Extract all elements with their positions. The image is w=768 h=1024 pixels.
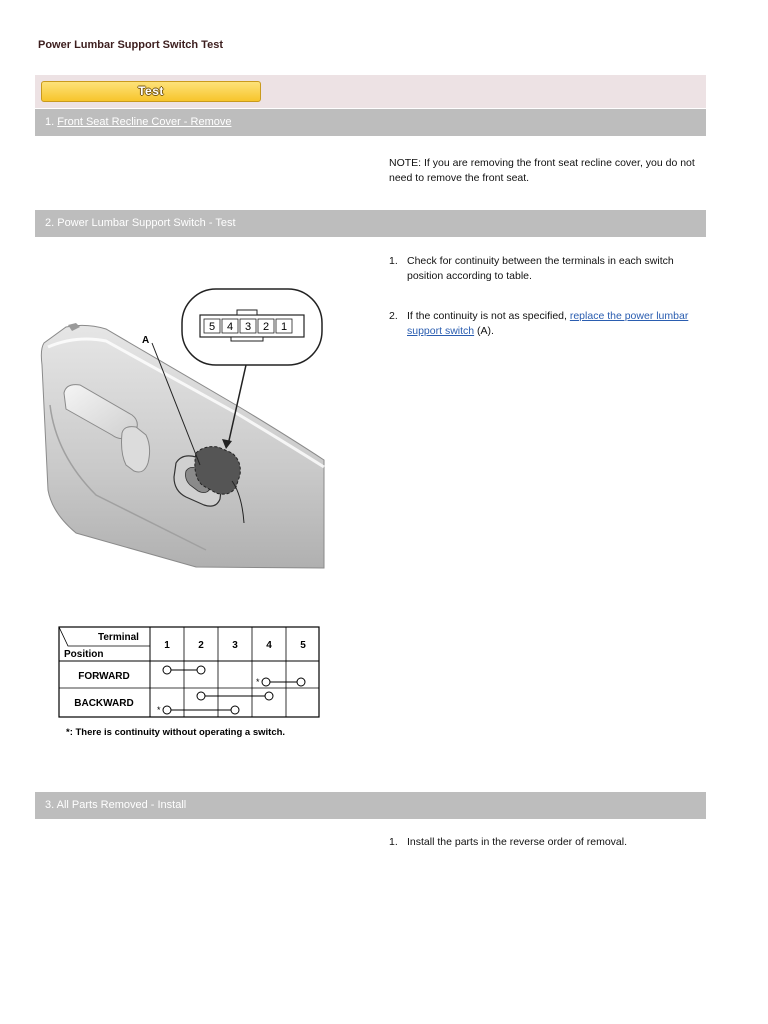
backward-node-1 xyxy=(163,706,171,714)
step-2-1 xyxy=(389,254,701,284)
step-text: Install the parts in the reverse order of removal. xyxy=(407,836,628,848)
row-forward-label: FORWARD xyxy=(78,671,130,682)
step-text xyxy=(407,309,701,339)
section-2-header: 2. Power Lumbar Support Switch - Test xyxy=(35,210,706,237)
row-backward-label: BACKWARD xyxy=(74,698,134,709)
backward-node-4 xyxy=(265,692,273,700)
step-text-after: (A). xyxy=(474,325,494,337)
header-terminal: Terminal xyxy=(98,632,139,643)
step-number: 1. xyxy=(389,255,398,267)
connector-pin-4: 4 xyxy=(226,321,234,333)
step-text: Check for continuity between the terminals in each switch position according to table. xyxy=(407,255,674,282)
terminal-1: 1 xyxy=(164,640,170,651)
note-text: NOTE: If you are removing the front seat recline cover, you do not need to remove the front seat. xyxy=(389,157,695,184)
backward-star-marker: * xyxy=(157,705,161,715)
backward-node-2 xyxy=(197,692,205,700)
terminal-4: 4 xyxy=(266,640,272,651)
page-title: Power Lumbar Support Switch Test xyxy=(38,39,223,51)
terminal-2: 2 xyxy=(198,640,204,651)
replace-switch-link[interactable]: replace the power lumbar support switch xyxy=(407,310,689,337)
connector-pin-5: 5 xyxy=(208,321,216,333)
section-3-header: 3. All Parts Removed - Install xyxy=(35,792,706,819)
forward-node-4 xyxy=(262,678,270,686)
forward-star-marker: * xyxy=(256,677,260,687)
callout-a: A xyxy=(142,335,150,346)
terminal-3: 3 xyxy=(232,640,238,651)
continuity-footnote: *: There is continuity without operating a switch. xyxy=(66,727,286,738)
section-1-header xyxy=(35,109,706,136)
continuity-table xyxy=(58,626,322,748)
connector-pin-2: 2 xyxy=(262,321,270,333)
connector-pin-1: 1 xyxy=(280,321,288,333)
step-3-1 xyxy=(389,835,701,850)
section-1-prefix: 1. xyxy=(45,116,58,128)
step-number: 2. xyxy=(389,310,398,322)
forward-node-1 xyxy=(163,666,171,674)
forward-node-5 xyxy=(297,678,305,686)
front-seat-recline-cover-remove-link[interactable]: Front Seat Recline Cover - Remove xyxy=(57,116,232,128)
terminal-5: 5 xyxy=(300,640,306,651)
connector-pin-3: 3 xyxy=(244,321,252,333)
test-button[interactable]: Test xyxy=(41,81,261,102)
switch-location-illustration xyxy=(36,285,326,570)
step-2-2 xyxy=(389,309,701,339)
test-band xyxy=(35,75,706,108)
backward-node-3 xyxy=(231,706,239,714)
forward-node-2 xyxy=(197,666,205,674)
step-text-before: If the continuity is not as specified, xyxy=(407,310,570,322)
header-position: Position xyxy=(64,649,104,660)
step-number: 1. xyxy=(389,836,398,848)
